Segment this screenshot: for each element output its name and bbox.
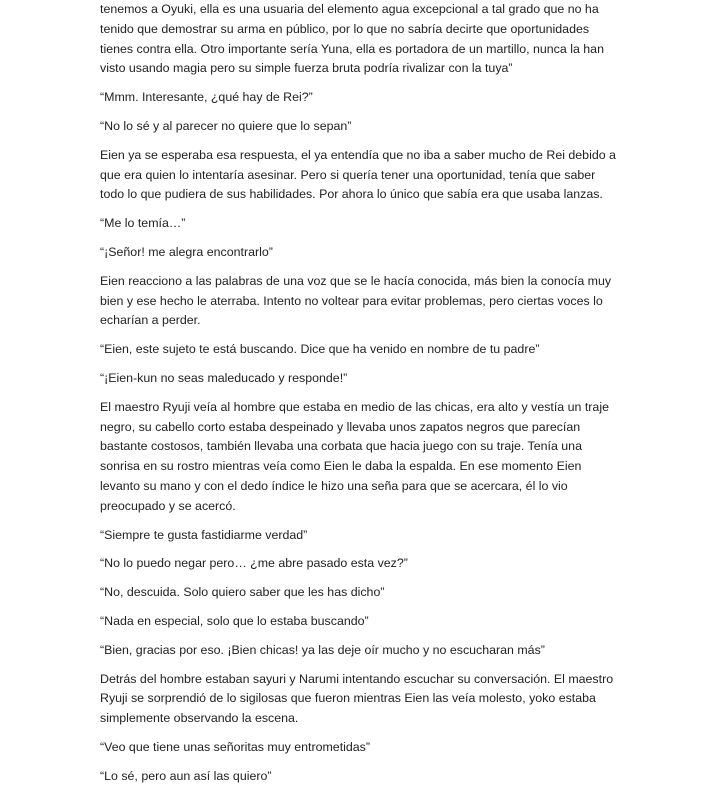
paragraph: “No, descuida. Solo quiero saber que les has dicho” — [100, 585, 385, 600]
paragraph: El maestro Ryuji veía al hombre que estaba en medio de las chicas, era alto y vestía un traje negro, su cabello corto estaba despeinado y llevaba unos zapatos negros que parecían bastante costosos, también llevaba una corbata que hacia juego con su traje. Tenía una sonrisa en su rostro mientras veía como Eien le daba la espalda. En ese momento Eien levanto su mano y con el dedo índice le hizo una seña para que se acercara, él lo vio preocupado y se acercó. — [100, 399, 609, 513]
paragraph: “No lo sé y al parecer no quiere que lo sepan” — [100, 118, 352, 133]
paragraph: “Bien, gracias por eso. ¡Bien chicas! ya las deje oír mucho y no escucharan más” — [100, 642, 545, 657]
paragraph: “No lo puedo negar pero… ¿me abre pasado esta vez?” — [100, 556, 408, 571]
paragraph: “Mmm. Interesante, ¿qué hay de Rei?” — [100, 90, 313, 105]
paragraph: tenemos a Oyuki, ella es una usuaria del elemento agua excepcional a tal grado que no ha tenido que demostrar su arma en público, por lo que no sabría decirte que oportunidades tienes contra ella. Otro importante sería Yuna, ella es portadora de un martillo, nunca la han visto usando magia pero su simple fuerza bruta podría rivalizar con la tuya” — [100, 2, 604, 76]
paragraph: “Lo sé, pero aun así las quiero” — [100, 768, 272, 783]
paragraph: “Eien, este sujeto te está buscando. Dice que ha venido en nombre de tu padre” — [100, 342, 540, 357]
document-body — [100, 0, 620, 796]
paragraph: “Siempre te gusta fastidiarme verdad” — [100, 527, 308, 542]
paragraph: Eien ya se esperaba esa respuesta, el ya entendía que no iba a saber mucho de Rei debido a que era quien lo intentaría asesinar. Pero si quería tener una oportunidad, tenía que saber todo lo que pudiera de sus habilidades. Por ahora lo único que sabía era que usaba lanzas. — [100, 147, 616, 202]
paragraph: “Me lo temía…” — [100, 216, 186, 231]
paragraph: Detrás del hombre estaban sayuri y Narumi intentando escuchar su conversación. El maestro Ryuji se sorprendió de lo sigilosas que fueron mientras Eien las veía molesto, yoko estaba simplemente observando la escena. — [100, 671, 614, 726]
paragraph: “¡Señor! me alegra encontrarlo” — [100, 244, 273, 259]
paragraph: “Nada en especial, solo que lo estaba buscando” — [100, 613, 369, 628]
paragraph: “Veo que tiene unas señoritas muy entrometidas” — [100, 739, 370, 754]
paragraph: Eien reacciono a las palabras de una voz que se le hacía conocida, más bien la conocía muy bien y ese hecho le aterraba. Intento no voltear para evitar problemas, pero ciertas voces lo echarían a perder. — [100, 273, 612, 328]
paragraph: “¡Eien-kun no seas maleducado y responde!” — [100, 370, 348, 385]
